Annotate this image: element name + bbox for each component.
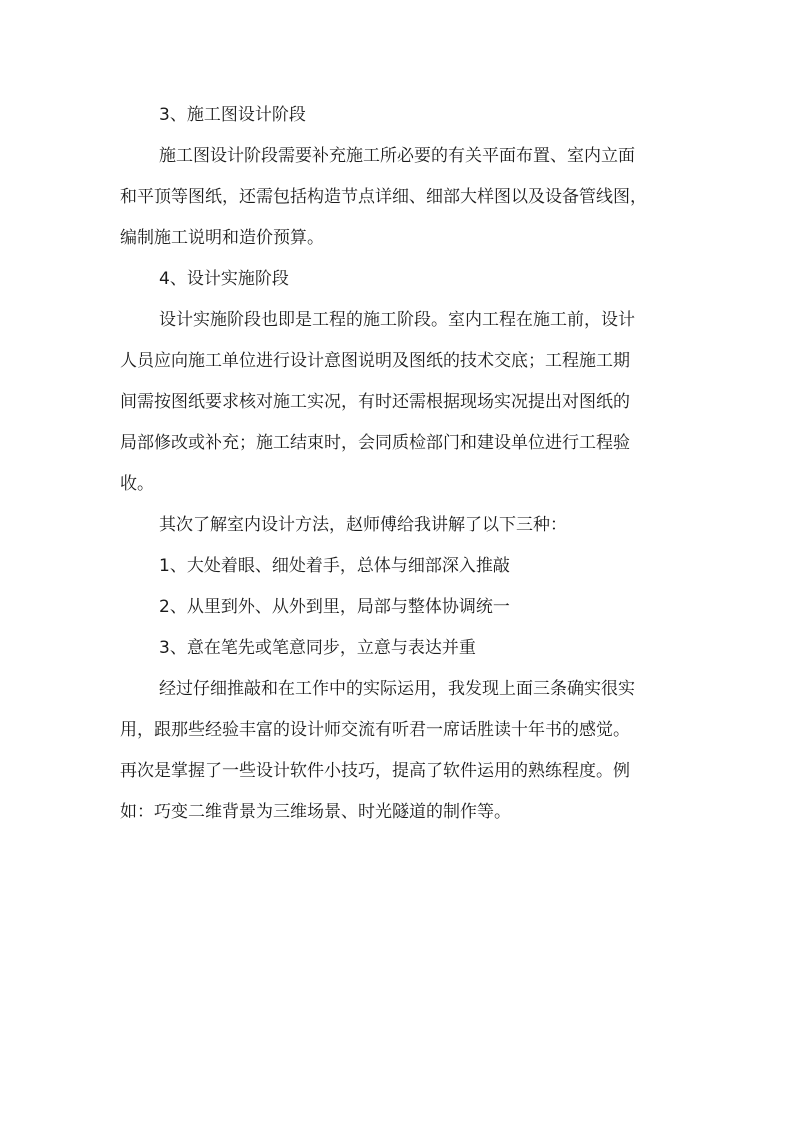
paragraph-line: 用，跟那些经验丰富的设计师交流有听君一席话胜读十年书的感觉。 — [120, 720, 630, 740]
method-item-3: 3、意在笔先或笔意同步，立意与表达并重 — [159, 638, 476, 658]
paragraph-line: 经过仔细推敲和在工作中的实际运用，我发现上面三条确实很实 — [159, 679, 635, 699]
paragraph-line: 人员应向施工单位进行设计意图说明及图纸的技术交底；工程施工期 — [120, 351, 630, 371]
methods-intro-paragraph: 其次了解室内设计方法，赵师傅给我讲解了以下三种： — [159, 515, 567, 535]
section-heading-construction-drawing: 3、施工图设计阶段 — [159, 105, 306, 125]
paragraph-line: 如：巧变二维背景为三维场景、时光隧道的制作等。 — [120, 802, 511, 822]
paragraph-line: 间需按图纸要求核对施工实况，有时还需根据现场实况提出对图纸的 — [120, 392, 630, 412]
paragraph-line: 施工图设计阶段需要补充施工所必要的有关平面布置、室内立面 — [159, 146, 635, 166]
paragraph-line: 设计实施阶段也即是工程的施工阶段。室内工程在施工前，设计 — [159, 310, 635, 330]
paragraph-line: 局部修改或补充；施工结束时，会同质检部门和建设单位进行工程验 — [120, 433, 630, 453]
section-heading-implementation: 4、设计实施阶段 — [159, 269, 289, 289]
method-item-1: 1、大处着眼、细处着手，总体与细部深入推敲 — [159, 556, 510, 576]
paragraph-line: 和平顶等图纸，还需包括构造节点详细、细部大样图以及设备管线图， — [120, 187, 647, 207]
document-body — [120, 95, 680, 833]
paragraph-line: 编制施工说明和造价预算。 — [120, 228, 324, 248]
paragraph-line: 收。 — [120, 474, 154, 494]
method-item-2: 2、从里到外、从外到里，局部与整体协调统一 — [159, 597, 510, 617]
paragraph-line: 再次是掌握了一些设计软件小技巧，提高了软件运用的熟练程度。例 — [120, 761, 630, 781]
